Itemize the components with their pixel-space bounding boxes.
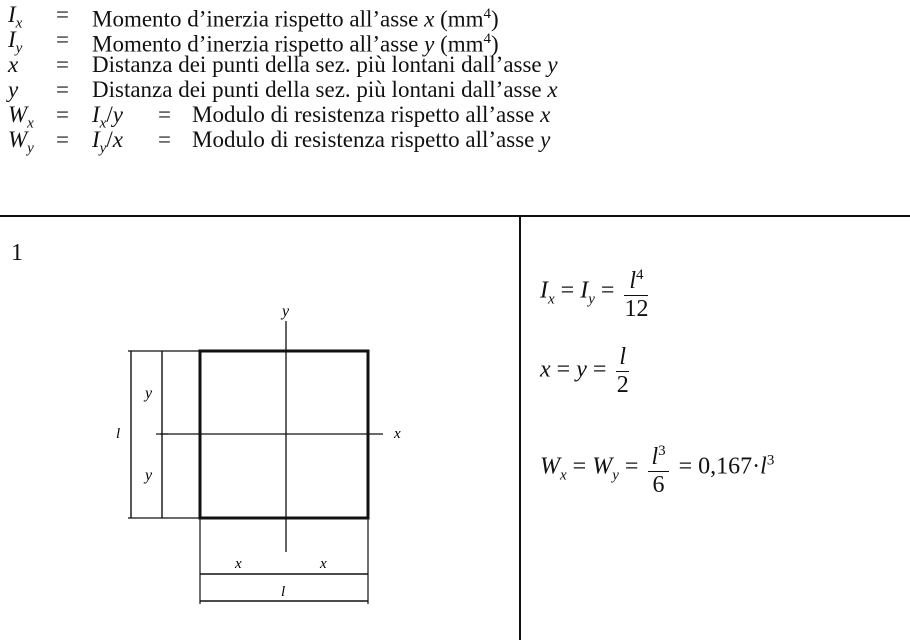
symbol: x (8, 52, 19, 77)
description: Distanza dei punti della sez. più lontani dall’asse x (92, 77, 558, 102)
symbol: $I_x$ (8, 2, 23, 32)
description: Distanza dei punti della sez. più lontani dall’asse y (92, 52, 558, 77)
label-dim-x-left: x (235, 556, 242, 572)
equals-sign: = (158, 102, 171, 127)
fraction: $\frac{l}{2}$ (616, 344, 629, 398)
symbol: $I_y$ (8, 27, 23, 57)
label-axis-y: y (282, 303, 290, 320)
description: Momento d’inerzia rispetto all’asse y $(mm^4)$ (92, 31, 499, 57)
inline-formula: $I_x/y$ (92, 102, 123, 132)
description: Modulo di resistenza rispetto all’asse y (192, 127, 551, 152)
symbol: y (8, 77, 19, 102)
symbol: $W_y$ (8, 127, 34, 157)
equals-sign: = (56, 27, 69, 52)
symbol: $W_x$ (8, 102, 34, 132)
equals-sign: = (158, 127, 171, 152)
label-axis-x: x (394, 426, 401, 442)
description: Modulo di resistenza rispetto all’asse x (192, 102, 551, 127)
fraction: $\frac{l^4}{12}$ (624, 262, 648, 322)
section-number: 1 (11, 240, 23, 266)
description: Momento d’inerzia rispetto all’asse x $(mm^4)$ (92, 6, 499, 32)
formula-moment-of-inertia: $I_x = I_y$ = $\frac{l^4}{12}$ (540, 262, 652, 322)
label-dim-y-top: y (145, 385, 153, 402)
formula-section-modulus: $W_x = W_y$ = $\frac{l^3}{6}$ = $0,167\cdot l^3$ (540, 438, 774, 498)
formula-distances: x = y = $\frac{l}{2}$ (540, 344, 629, 398)
label-dim-l-left: l (116, 426, 121, 442)
equals-sign: = (56, 127, 69, 152)
label-dim-y-bottom: y (145, 467, 153, 484)
label-dim-l-bottom: l (281, 584, 286, 600)
label-dim-x-right: x (320, 556, 327, 572)
inline-formula: $I_y/x$ (92, 127, 123, 157)
equals-sign: = (56, 102, 69, 127)
equals-sign: = (56, 2, 69, 27)
square-section-figure (0, 216, 520, 640)
fraction: $\frac{l^3}{6}$ (648, 438, 668, 498)
equals-sign: = (56, 77, 69, 102)
equals-sign: = (56, 52, 69, 77)
